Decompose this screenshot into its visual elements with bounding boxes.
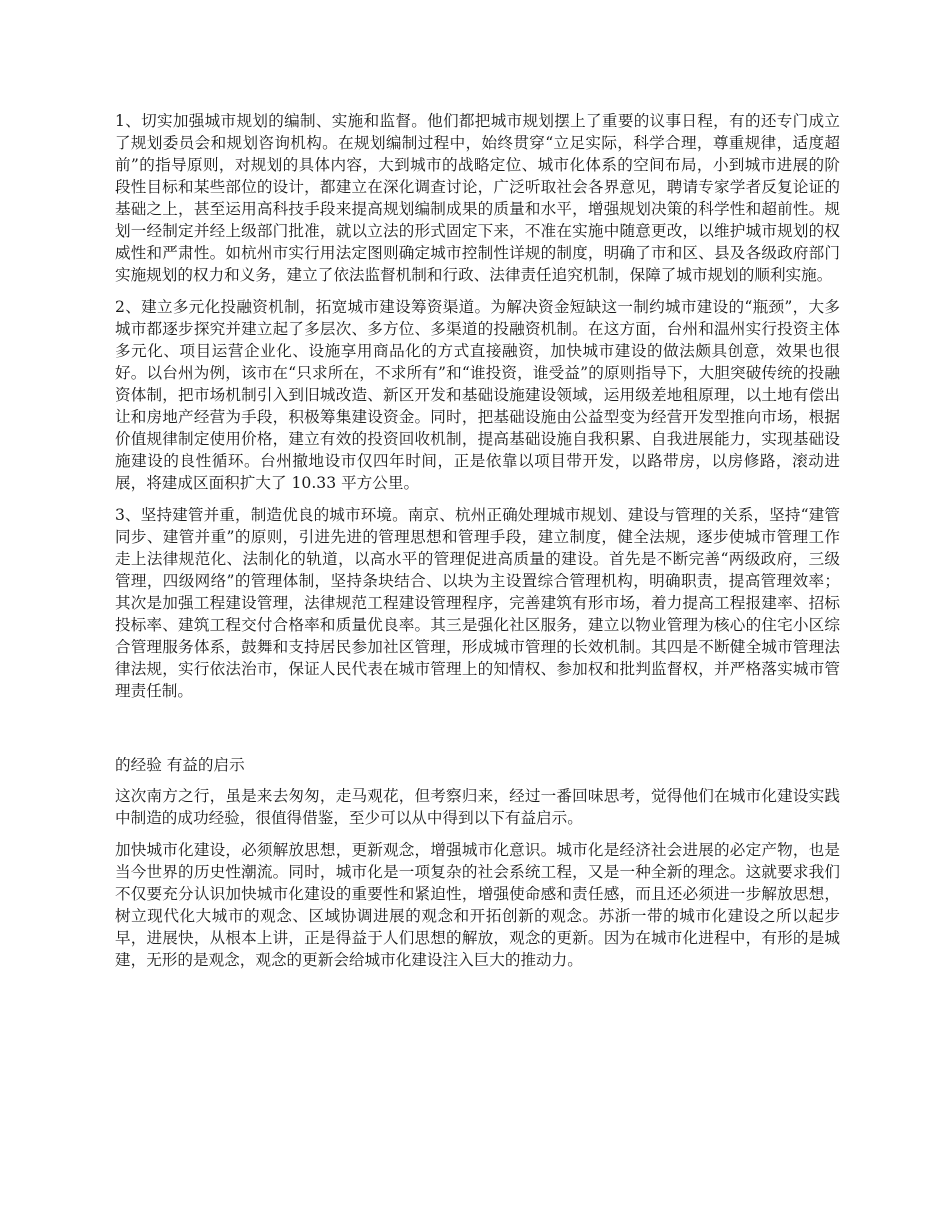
section-spacer bbox=[115, 712, 840, 754]
document-body bbox=[115, 110, 840, 981]
paragraph-financing: 2、建立多元化投融资机制，拓宽城市建设筹资渠道。为解决资金短缺这一制约城市建设的“瓶颈”，大多城市都逐步探究并建立起了多层次、多方位、多渠道的投融资机制。在这方面，台州和温州实行投资主体多元化、项目运营企业化、设施享用商品化的方式直接融资，加快城市建设的做法颇具创意，效果也很好。以台州为例，该市在“只求所在，不求所有”和“谁投资，谁受益”的原则指导下，大胆突破传统的投融资体制，把市场机制引入到旧城改造、新区开发和基础设施建设领域，运用级差地租原理，以土地有偿出让和房地产经营为手段，积极筹集建设资金。同时，把基础设施由公益型变为经营开发型推向市场，根据价值规律制定使用价格，建立有效的投资回收机制，提高基础设施自我积累、自我进展能力，实现基础设施建设的良性循环。台州撤地设市仅四年时间，正是依靠以项目带开发，以路带房，以房修路，滚动进展，将建成区面积扩大了 10.33 平方公里。 bbox=[115, 298, 840, 492]
paragraph-mindset: 加快城市化建设，必须解放思想，更新观念，增强城市化意识。城市化是经济社会进展的必定产物，也是当今世界的历史性潮流。同时，城市化是一项复杂的社会系统工程，又是一种全新的理念。这就要求我们不仅要充分认识加快城市化建设的重要性和紧迫性，增强使命感和责任感，而且还必须进一步解放思想，树立现代化大城市的观念、区域协调进展的观念和开拓创新的观念。苏浙一带的城市化建设之所以起步早，进展快，从根本上讲，正是得益于人们思想的解放，观念的更新。因为在城市化进程中，有形的是城建，无形的是观念，观念的更新会给城市化建设注入巨大的推动力。 bbox=[115, 841, 840, 969]
paragraph-trip-summary: 这次南方之行，虽是来去匆匆，走马观花，但考察归来，经过一番回味思考，觉得他们在城市化建设实践中制造的成功经验，很值得借鉴，至少可以从中得到以下有益启示。 bbox=[115, 787, 840, 827]
paragraph-management: 3、坚持建管并重，制造优良的城市环境。南京、杭州正确处理城市规划、建设与管理的关系，坚持“建管同步、建管并重”的原则，引进先进的管理思想和管理手段，建立制度，健全法规，逐步使城市管理工作走上法律规范化、法制化的轨道，以高水平的管理促进高质量的建设。首先是不断完善“两级政府，三级管理，四级网络”的管理体制，坚持条块结合、以块为主设置综合管理机构，明确职责，提高管理效率；其次是加强工程建设管理，法律规范工程建设管理程序，完善建筑有形市场，着力提高工程报建率、招标投标率、建筑工程交付合格率和质量优良率。其三是强化社区服务，建立以物业管理为核心的住宅小区综合管理服务体系，鼓舞和支持居民参加社区管理，形成城市管理的长效机制。其四是不断健全城市管理法律法规，实行依法治市，保证人民代表在城市管理上的知情权、参加权和批判监督权，并严格落实城市管理责任制。 bbox=[115, 506, 840, 700]
paragraph-planning: 1、切实加强城市规划的编制、实施和监督。他们都把城市规划摆上了重要的议事日程，有的还专门成立了规划委员会和规划咨询机构。在规划编制过程中，始终贯穿“立足实际，科学合理，尊重规律，适度超前”的指导原则，对规划的具体内容，大到城市的战略定位、城市化体系的空间布局，小到城市进展的阶段性目标和某些部位的设计，都建立在深化调查讨论，广泛听取社会各界意见，聘请专家学者反复论证的基础之上，甚至运用高科技手段来提高规划编制成果的质量和水平，增强规划决策的科学性和超前性。规划一经制定并经上级部门批准，就以立法的形式固定下来，不准在实施中随意更改，以维护城市规划的权威性和严肃性。如杭州市实行用法定图则确定城市控制性详规的制度，明确了市和区、县及各级政府部门实施规划的权力和义务，建立了依法监督机制和行政、法律责任追究机制，保障了城市规划的顺利实施。 bbox=[115, 112, 840, 284]
section-heading: 的经验 有益的启示 bbox=[115, 756, 245, 774]
